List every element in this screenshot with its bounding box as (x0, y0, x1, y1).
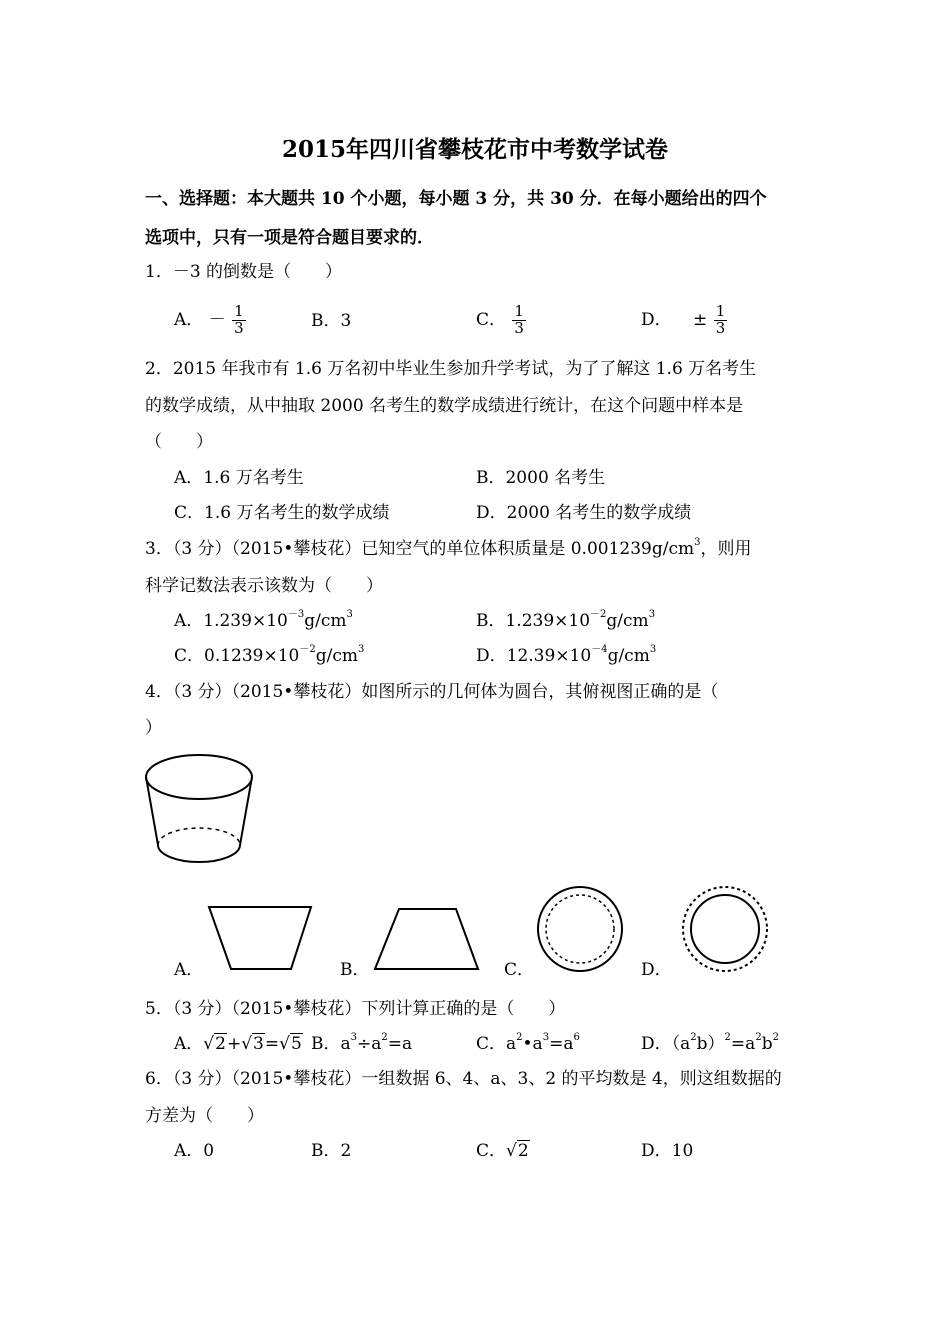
q5-b-label: B． (311, 1034, 341, 1054)
section-header-line2: 选项中，只有一项是符合题目要求的． (145, 228, 434, 248)
q5-a-sqrt2: √3 (241, 1034, 264, 1054)
q4-option-c-label: C． (504, 960, 535, 980)
q5-option-c (476, 1032, 580, 1054)
q3-line1-sup: 3 (694, 537, 701, 548)
q1-option-b: B．3 (311, 311, 352, 331)
q2-option-b: B．2000 名考生 (476, 468, 606, 488)
q4-option-d-figure (680, 886, 770, 976)
q3-d-unit: g/cm (607, 646, 650, 666)
q1-stem: 1．－3 的倒数是（ ） (145, 262, 343, 282)
q5-c-mid: •a (522, 1034, 543, 1054)
q5-d-label: D． (641, 1034, 672, 1054)
q5-d-e4: 2 (772, 1032, 779, 1043)
q3-b-unit: g/cm (606, 611, 649, 631)
page-title: 2015年四川省攀枝花市中考数学试卷 (281, 136, 668, 163)
q1-d-fraction (714, 304, 728, 337)
section-header-line1: 一、选择题：本大题共 10 个小题，每小题 3 分，共 30 分．在每小题给出的四个 (145, 189, 767, 209)
q1-c-fraction (512, 304, 526, 337)
q5-b-e1: 3 (350, 1032, 358, 1043)
q3-d-unit-exp: 3 (649, 644, 657, 655)
q4-option-a-figure (205, 903, 315, 973)
q5-a-label: A． (174, 1034, 204, 1054)
q6-option-b: B．2 (311, 1141, 352, 1161)
q1-option-d (641, 304, 728, 337)
q1-d-den: 3 (715, 318, 726, 337)
q6-option-d: D．10 (641, 1141, 694, 1161)
q4-option-d-label: D． (641, 960, 672, 980)
q2-option-d: D．2000 名考生的数学成绩 (476, 503, 692, 523)
q5-d-e1: 2 (690, 1032, 697, 1043)
q5-stem: 5．（3 分）（2015•攀枝花）下列计算正确的是（ ） (145, 999, 566, 1019)
q4-line1: 4．（3 分）（2015•攀枝花）如图所示的几何体为圆台，其俯视图正确的是（ (145, 682, 719, 702)
q4-line2: ） (145, 718, 162, 738)
q6-option-c (476, 1143, 530, 1160)
q2-line3: （ ） (145, 432, 213, 452)
q1-c-den: 3 (514, 318, 524, 337)
q5-b-e2: 2 (381, 1032, 388, 1043)
q3-b-exp: －2 (590, 609, 607, 620)
q5-option-d (641, 1032, 779, 1054)
q2-option-a: A．1.6 万名考生 (174, 468, 304, 488)
q5-b-mid: ÷a (357, 1034, 382, 1054)
q2-option-c: C．1.6 万名考生的数学成绩 (174, 503, 390, 523)
q3-d-exp: －4 (591, 644, 608, 655)
q4-option-b-figure (370, 905, 482, 973)
q3-option-c (174, 644, 365, 666)
q1-c-label: C． (476, 309, 507, 330)
q3-d-base: D．12.39×10 (476, 646, 592, 666)
q3-c-base: C．0.1239×10 (174, 646, 300, 666)
q6-c-label: C． (476, 1141, 507, 1161)
q1-option-a (174, 304, 247, 337)
q3-option-b (476, 609, 656, 631)
q1-c-num: 1 (514, 302, 524, 320)
q1-d-sign: ± (693, 309, 708, 330)
q3-b-unit-exp: 3 (648, 609, 656, 620)
q1-a-sign: － (208, 309, 226, 330)
q5-a-plus: + (226, 1034, 242, 1054)
q5-c-label: C． (476, 1034, 507, 1054)
frustum-figure (140, 750, 260, 875)
q3-c-unit-exp: 3 (358, 644, 365, 655)
q3-option-a (174, 609, 353, 631)
q3-a-base: A．1.239×10 (174, 611, 288, 631)
q6-line1: 6．（3 分）（2015•攀枝花）一组数据 6、4、a、3、2 的平均数是 4，则这组数据的 (145, 1069, 782, 1089)
q5-a-sqrt1: √2 (203, 1034, 226, 1054)
q1-d-num: 1 (715, 302, 726, 320)
q5-a-eq: = (264, 1034, 280, 1054)
q5-d-mid2: =a (730, 1034, 756, 1054)
q3-option-d (476, 644, 657, 666)
q5-c-base: a (506, 1034, 517, 1054)
q4-option-b-label: B． (340, 960, 370, 980)
q2-line1: 2．2015 年我市有 1.6 万名初中毕业生参加升学考试，为了了解这 1.6 万名考生 (145, 359, 757, 379)
q5-c-mid2: =a (549, 1034, 574, 1054)
q3-b-base: B．1.239×10 (476, 611, 591, 631)
q3-a-unit-exp: 3 (346, 609, 353, 620)
q3-line2: 科学记数法表示该数为（ ） (145, 576, 383, 596)
q5-d-e2: 2 (724, 1032, 731, 1043)
q5-d-mid3: b (761, 1034, 773, 1054)
q5-d-e3: 2 (755, 1032, 762, 1043)
q5-c-e1: 2 (516, 1032, 523, 1043)
q3-a-unit: g/cm (304, 611, 347, 631)
q3-line1-text: 3．（3 分）（2015•攀枝花）已知空气的单位体积质量是 0.001239g/cm (145, 539, 695, 559)
q1-option-c (476, 304, 527, 337)
q2-line2: 的数学成绩，从中抽取 2000 名考生的数学成绩进行统计，在这个问题中样本是 (145, 396, 744, 416)
q4-option-a-label: A． (174, 960, 204, 980)
q6-line2: 方差为（ ） (145, 1106, 264, 1126)
q4-option-c-figure (535, 886, 625, 976)
q6-c-sqrt: √2 (506, 1141, 529, 1161)
q5-b-post: =a (387, 1034, 413, 1054)
q5-option-b (311, 1032, 413, 1054)
q5-a-sqrt3: √5 (279, 1034, 302, 1054)
q5-d-pre: （a (671, 1034, 691, 1054)
q6-option-a: A．0 (174, 1141, 215, 1161)
q1-a-fraction (232, 304, 246, 337)
q5-d-mid: b） (696, 1034, 725, 1054)
q1-a-num: 1 (234, 302, 244, 320)
q5-c-e2: 3 (542, 1032, 550, 1043)
q5-option-a (174, 1036, 303, 1053)
q5-b-base: a (340, 1034, 351, 1054)
q3-c-exp: －2 (299, 644, 316, 655)
q5-c-e3: 6 (573, 1032, 580, 1043)
q3-c-unit: g/cm (315, 646, 359, 666)
q3-a-exp: －3 (287, 609, 305, 620)
q1-a-den: 3 (234, 318, 244, 337)
q1-a-label: A． (174, 309, 204, 330)
q1-d-label: D． (641, 309, 672, 330)
q3-line1-post: ，则用 (700, 539, 752, 559)
q3-line1 (145, 537, 752, 559)
